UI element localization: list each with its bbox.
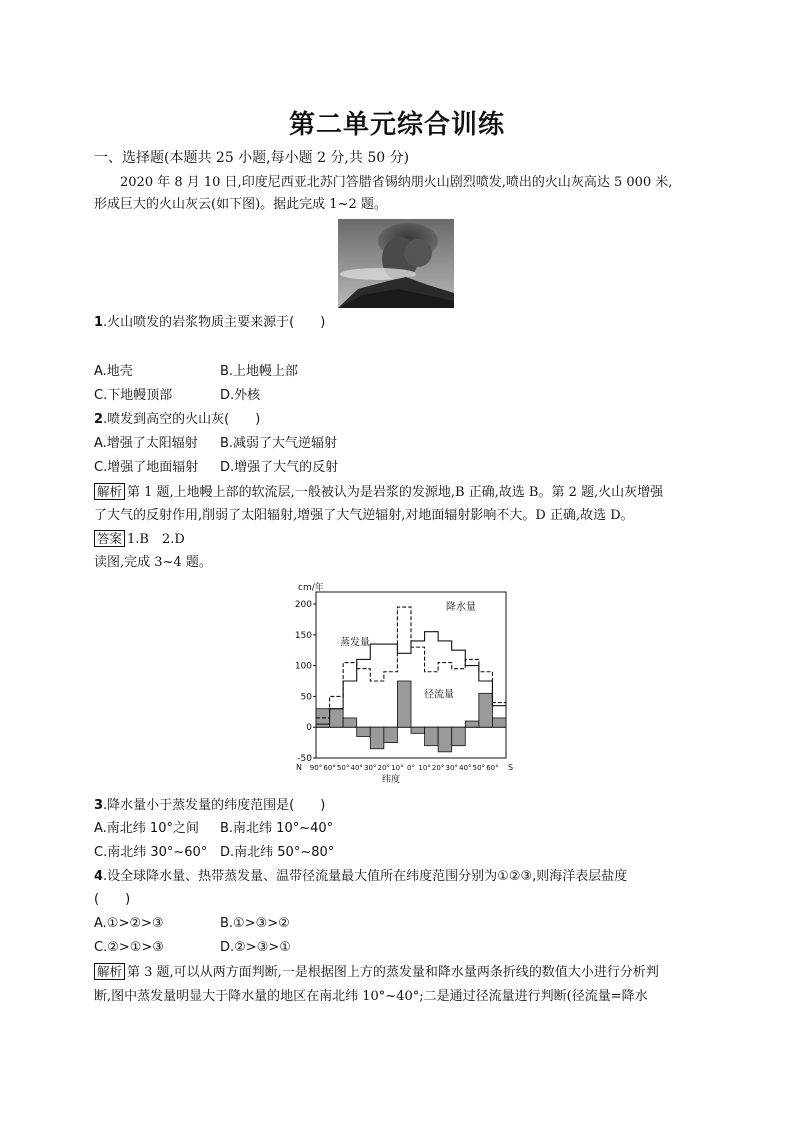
runoff-bar [357,727,371,736]
y-axis-label: cm/年 [298,583,324,593]
x-tick-label: 10° [418,764,431,772]
q4-paren: ( ) [94,892,131,907]
x-tick-label: 60° [486,764,499,772]
q2-option-a: A.增强了太阳辐射 [94,436,198,451]
q1-option-b: B.上地幔上部 [220,364,299,379]
question-2: 2.喷发到高空的火山灰( ) [94,412,261,427]
question-3: 3.降水量小于蒸发量的纬度范围是( ) [94,798,326,813]
runoff-bar [438,727,452,752]
runoff-bar [343,718,357,727]
y-tick-label: 50 [300,692,312,703]
q2-option-b: B.减弱了大气逆辐射 [220,436,338,451]
y-tick-label: -50 [297,754,312,764]
x-tick-label: 60° [323,764,336,772]
q1-option-c: C.下地幔顶部 [94,388,173,403]
evaporation-label: 蒸发量 [340,637,370,649]
q4-option-a: A.①>②>③ [94,916,164,931]
page-title: 第二单元综合训练 [288,110,505,140]
y-tick-label: 100 [294,661,312,672]
x-axis-label: 纬度 [381,775,401,785]
q1-option-d: D.外核 [220,388,261,403]
x-axis-suffix: S [508,763,514,772]
x-tick-label: 40° [350,764,363,772]
answer-1: 答案 1.B 2.D [94,529,185,551]
analysis-1-line2: 了大气的反射作用,削弱了太阳辐射,增强了大气逆辐射,对地面辐射影响不大。D 正确,故选 D。 [94,508,634,523]
q3-option-a: A.南北纬 10°之间 [94,821,199,836]
intro-2: 读图,完成 3~4 题。 [94,555,212,570]
runoff-bar [479,693,493,727]
analysis-2-line2: 断,图中蒸发量明显大于降水量的地区在南北纬 10°~40°;二是通过径流量进行判断(径流量=降水 [94,989,648,1004]
x-tick-label: 0° [407,764,415,772]
question-1: 1.火山喷发的岩浆物质主要来源于( ) [94,315,326,330]
runoff-bar [492,718,506,727]
precipitation-label: 降水量 [446,602,476,614]
analysis-tag: 解析 [94,483,125,500]
q4-option-d: D.②>③>① [220,940,291,955]
q2-option-c: C.增强了地面辐射 [94,460,199,475]
water-balance-chart [296,582,512,788]
x-tick-label: 50° [336,764,350,772]
x-tick-label: 20° [431,764,445,772]
x-tick-label: 40° [459,764,472,772]
runoff-bar [425,727,439,745]
section-heading: 一、选择题(本题共 25 小题,每小题 2 分,共 50 分) [94,150,410,166]
q2-option-d: D.增强了大气的反射 [220,460,339,475]
y-tick-label: 200 [294,600,312,610]
answer-tag: 答案 [94,530,125,547]
runoff-bar [397,681,411,727]
analysis-2-line1: 解析 第 3 题,可以从两方面判断,一是根据图上方的蒸发量和降水量两条折线的数值大小进行分析判 [94,962,659,984]
analysis-tag: 解析 [94,963,125,980]
x-tick-label: 50° [472,764,486,772]
runoff-bar [411,727,425,733]
x-axis-prefix: N [296,763,302,772]
question-4: 4.设全球降水量、热带蒸发量、温带径流量最大值所在纬度范围分别为①②③,则海洋表层盐度 [94,869,628,884]
intro-paragraph-line1: 2020 年 8 月 10 日,印度尼西亚北苏门答腊省锡纳朋火山剧烈喷发,喷出的火山灰高达 5 000 米, [120,175,673,190]
q4-option-c: C.②>①>③ [94,940,164,955]
volcano-photo [338,219,454,308]
runoff-label: 径流量 [424,689,454,701]
runoff-bar [370,727,384,749]
intro-paragraph-line2: 形成巨大的火山灰云(如下图)。据此完成 1~2 题。 [94,197,387,212]
x-tick-label: 90° [309,764,323,772]
q1-option-a: A.地壳 [94,364,133,379]
q3-option-d: D.南北纬 50°~80° [220,845,335,860]
runoff-bar [384,727,398,742]
analysis-1-line1: 解析 第 1 题,上地幔上部的软流层,一般被认为是岩浆的发源地,B 正确,故选 B。第 2 题,火山灰增强 [94,482,663,504]
runoff-bar [330,709,344,727]
q4-option-b: B.①>③>② [220,916,290,931]
x-tick-label: 30° [445,764,458,772]
x-tick-label: 10° [391,764,404,772]
x-tick-label: 20° [377,764,391,772]
y-tick-label: 150 [294,630,312,641]
runoff-bar [465,721,479,727]
x-tick-label: 30° [364,764,377,772]
runoff-bar [452,727,466,745]
q3-option-b: B.南北纬 10°~40° [220,821,334,836]
y-tick-label: 0 [306,723,312,734]
q3-option-c: C.南北纬 30°~60° [94,845,208,860]
